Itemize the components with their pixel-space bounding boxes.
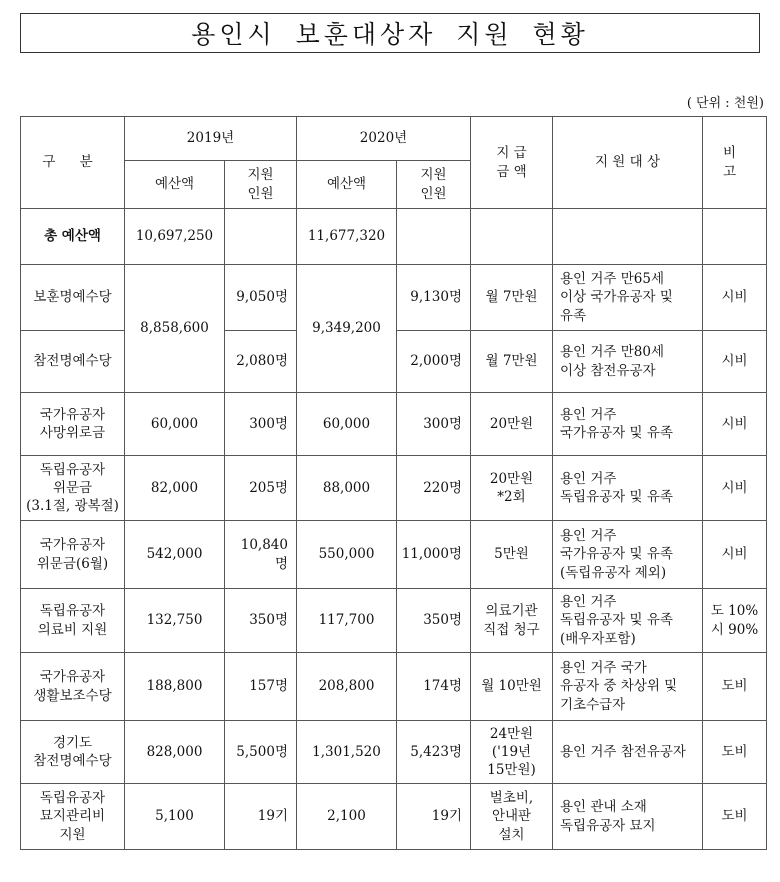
row-note: 시비 [703, 456, 767, 521]
row-note: 도비 [703, 784, 767, 850]
row-people-2020: 300명 [397, 393, 471, 456]
row-people-2019: 300명 [225, 393, 297, 456]
row-target: 용인 거주 독립유공자 및 유족 [553, 456, 703, 521]
row-category: 국가유공자 사망위로금 [21, 393, 125, 456]
total-empty [553, 209, 703, 265]
row-amount: 24만원 ('19년 15만원) [471, 721, 553, 784]
row-budget-2019: 828,000 [125, 721, 225, 784]
header-amount: 지 급 금 액 [471, 117, 553, 209]
row-amount: 의료기관 직접 청구 [471, 589, 553, 653]
header-category: 구 분 [21, 117, 125, 209]
header-people-2019: 지원 인원 [225, 161, 297, 209]
row-budget-2019: 82,000 [125, 456, 225, 521]
row-people-2019: 205명 [225, 456, 297, 521]
row-budget-2019: 542,000 [125, 521, 225, 589]
row-people-2019: 157명 [225, 653, 297, 721]
row-amount: 20만원 *2회 [471, 456, 553, 521]
row-budget-2020: 2,100 [297, 784, 397, 850]
row-target: 용인 거주 참전유공자 [553, 721, 703, 784]
row-category: 독립유공자 위문금 (3.1절, 광복절) [21, 456, 125, 521]
unit-label: ( 단위 : 천원) [686, 96, 764, 111]
table-row [21, 589, 767, 653]
row-category: 참전명예수당 [21, 331, 125, 393]
shared-budget-2020: 9,349,200 [297, 265, 397, 393]
row-people-2020: 9,130명 [397, 265, 471, 331]
header-people-2020: 지원 인원 [397, 161, 471, 209]
header-note: 비 고 [703, 117, 767, 209]
row-note: 도 10% 시 90% [703, 589, 767, 653]
table-row [21, 521, 767, 589]
table-row [21, 393, 767, 456]
row-people-2020: 174명 [397, 653, 471, 721]
row-target: 용인 거주 국가 유공자 중 차상위 및 기초수급자 [553, 653, 703, 721]
row-target: 용인 거주 만65세 이상 국가유공자 및 유족 [553, 265, 703, 331]
row-people-2019: 10,840명 [225, 521, 297, 589]
row-people-2020: 350명 [397, 589, 471, 653]
total-budget-2020: 11,677,320 [297, 209, 397, 265]
row-amount: 월 7만원 [471, 331, 553, 393]
table-row [21, 653, 767, 721]
row-people-2019: 9,050명 [225, 265, 297, 331]
shared-budget-2019: 8,858,600 [125, 265, 225, 393]
row-budget-2020: 88,000 [297, 456, 397, 521]
row-people-2019: 19기 [225, 784, 297, 850]
row-note: 시비 [703, 331, 767, 393]
row-note: 시비 [703, 393, 767, 456]
table-row [21, 456, 767, 521]
table-row [21, 721, 767, 784]
row-category: 독립유공자 묘지관리비 지원 [21, 784, 125, 850]
row-note: 도비 [703, 721, 767, 784]
row-people-2020: 220명 [397, 456, 471, 521]
veterans-support-table [20, 116, 767, 850]
row-note: 도비 [703, 653, 767, 721]
row-target: 용인 관내 소재 독립유공자 묘지 [553, 784, 703, 850]
row-budget-2020: 550,000 [297, 521, 397, 589]
row-people-2020: 19기 [397, 784, 471, 850]
table-row [21, 784, 767, 850]
page-title: 용인시 보훈대상자 지원 현황 [20, 13, 760, 53]
row-note: 시비 [703, 265, 767, 331]
row-category: 보훈명예수당 [21, 265, 125, 331]
row-people-2019: 350명 [225, 589, 297, 653]
header-budget-2019: 예산액 [125, 161, 225, 209]
row-people-2019: 2,080명 [225, 331, 297, 393]
row-note: 시비 [703, 521, 767, 589]
header-target: 지 원 대 상 [553, 117, 703, 209]
row-budget-2020: 1,301,520 [297, 721, 397, 784]
row-category: 국가유공자 생활보조수당 [21, 653, 125, 721]
row-people-2020: 2,000명 [397, 331, 471, 393]
row-people-2020: 5,423명 [397, 721, 471, 784]
row-target: 용인 거주 독립유공자 및 유족 (배우자포함) [553, 589, 703, 653]
total-label: 총 예산액 [21, 209, 125, 265]
header-budget-2020: 예산액 [297, 161, 397, 209]
row-budget-2019: 60,000 [125, 393, 225, 456]
row-target: 용인 거주 만80세 이상 참전유공자 [553, 331, 703, 393]
row-budget-2020: 208,800 [297, 653, 397, 721]
row-people-2020: 11,000명 [397, 521, 471, 589]
total-empty [703, 209, 767, 265]
total-empty [225, 209, 297, 265]
row-budget-2019: 132,750 [125, 589, 225, 653]
header-2019: 2019년 [125, 117, 297, 161]
total-empty [397, 209, 471, 265]
row-category: 경기도 참전명예수당 [21, 721, 125, 784]
total-empty [471, 209, 553, 265]
header-2020: 2020년 [297, 117, 471, 161]
table-row [21, 265, 767, 331]
row-amount: 20만원 [471, 393, 553, 456]
total-budget-2019: 10,697,250 [125, 209, 225, 265]
row-category: 독립유공자 의료비 지원 [21, 589, 125, 653]
row-amount: 월 7만원 [471, 265, 553, 331]
row-amount: 벌초비, 안내판 설치 [471, 784, 553, 850]
row-budget-2019: 5,100 [125, 784, 225, 850]
row-budget-2020: 117,700 [297, 589, 397, 653]
row-amount: 5만원 [471, 521, 553, 589]
row-target: 용인 거주 국가유공자 및 유족 (독립유공자 제외) [553, 521, 703, 589]
row-amount: 월 10만원 [471, 653, 553, 721]
row-budget-2019: 188,800 [125, 653, 225, 721]
row-budget-2020: 60,000 [297, 393, 397, 456]
row-people-2019: 5,500명 [225, 721, 297, 784]
row-target: 용인 거주 국가유공자 및 유족 [553, 393, 703, 456]
row-category: 국가유공자 위문금(6월) [21, 521, 125, 589]
